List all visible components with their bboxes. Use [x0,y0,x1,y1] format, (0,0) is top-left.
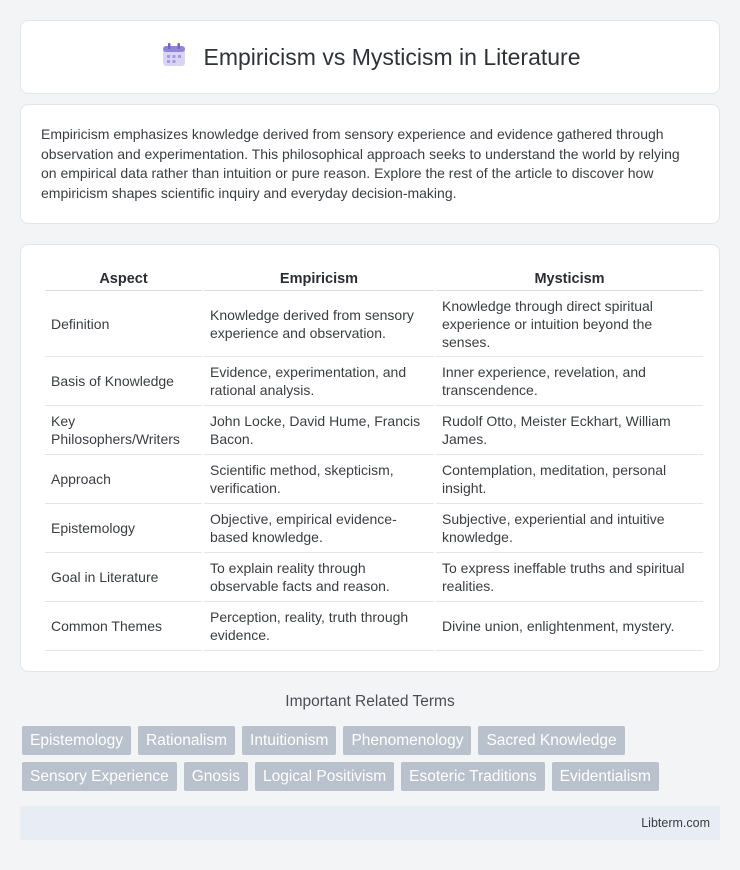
table-row [45,504,703,553]
cell-mysticism: Inner experience, revelation, and transcendence. [436,357,703,406]
cell-empiricism: To explain reality through observable facts and reason. [204,553,434,602]
related-term-tag[interactable]: Epistemology [22,726,131,755]
related-term-tag[interactable]: Esoteric Traditions [401,762,545,791]
header-empiricism: Empiricism [204,263,434,291]
cell-empiricism: Evidence, experimentation, and rational analysis. [204,357,434,406]
related-term-tag[interactable]: Phenomenology [343,726,471,755]
header-aspect: Aspect [45,263,202,291]
cell-mysticism: Rudolf Otto, Meister Eckhart, William James. [436,406,703,455]
comparison-table [43,263,705,651]
calendar-icon [160,41,188,74]
cell-aspect: Common Themes [45,602,202,651]
cell-aspect: Goal in Literature [45,553,202,602]
cell-mysticism: Divine union, enlightenment, mystery. [436,602,703,651]
cell-mysticism: Knowledge through direct spiritual experience or intuition beyond the senses. [436,291,703,357]
cell-mysticism: To express ineffable truths and spiritual realities. [436,553,703,602]
header-card [20,20,720,94]
cell-empiricism: Objective, empirical evidence-based knowledge. [204,504,434,553]
table-row [45,291,703,357]
cell-aspect: Basis of Knowledge [45,357,202,406]
table-row [45,553,703,602]
related-term-tag[interactable]: Sensory Experience [22,762,177,791]
cell-mysticism: Subjective, experiential and intuitive knowledge. [436,504,703,553]
related-terms-title: Important Related Terms [285,693,455,710]
cell-empiricism: Perception, reality, truth through evidence. [204,602,434,651]
related-term-tag[interactable]: Gnosis [184,762,248,791]
table-row [45,455,703,504]
table-header-row [45,263,703,291]
table-row [45,406,703,455]
cell-aspect: Epistemology [45,504,202,553]
related-term-tag[interactable]: Rationalism [138,726,235,755]
footer [20,806,720,840]
header-mysticism: Mysticism [436,263,703,291]
comparison-table-card [20,244,720,672]
related-term-tag[interactable]: Logical Positivism [255,762,394,791]
table-row [45,357,703,406]
related-term-tag[interactable]: Evidentialism [552,762,659,791]
cell-empiricism: Knowledge derived from sensory experience and observation. [204,291,434,357]
cell-aspect: Key Philosophers/Writers [45,406,202,455]
page-title: Empiricism vs Mysticism in Literature [203,43,581,70]
cell-aspect: Approach [45,455,202,504]
cell-empiricism: Scientific method, skepticism, verification. [204,455,434,504]
intro-text: Empiricism emphasizes knowledge derived from sensory experience and evidence gathered through observation and experimentation. This philosophical approach seeks to understand the world by relying on empirical data rather than intuition or pure reason. Explore the rest of the article to discover how empiricism shapes scientific inquiry and everyday decision-making. [41,126,680,201]
related-terms-list [22,726,722,791]
cell-aspect: Definition [45,291,202,357]
cell-mysticism: Contemplation, meditation, personal insight. [436,455,703,504]
table-row [45,602,703,651]
related-term-tag[interactable]: Intuitionism [242,726,336,755]
intro-card [20,104,720,224]
cell-empiricism: John Locke, David Hume, Francis Bacon. [204,406,434,455]
related-term-tag[interactable]: Sacred Knowledge [478,726,624,755]
footer-site-link[interactable]: Libterm.com [641,816,710,830]
